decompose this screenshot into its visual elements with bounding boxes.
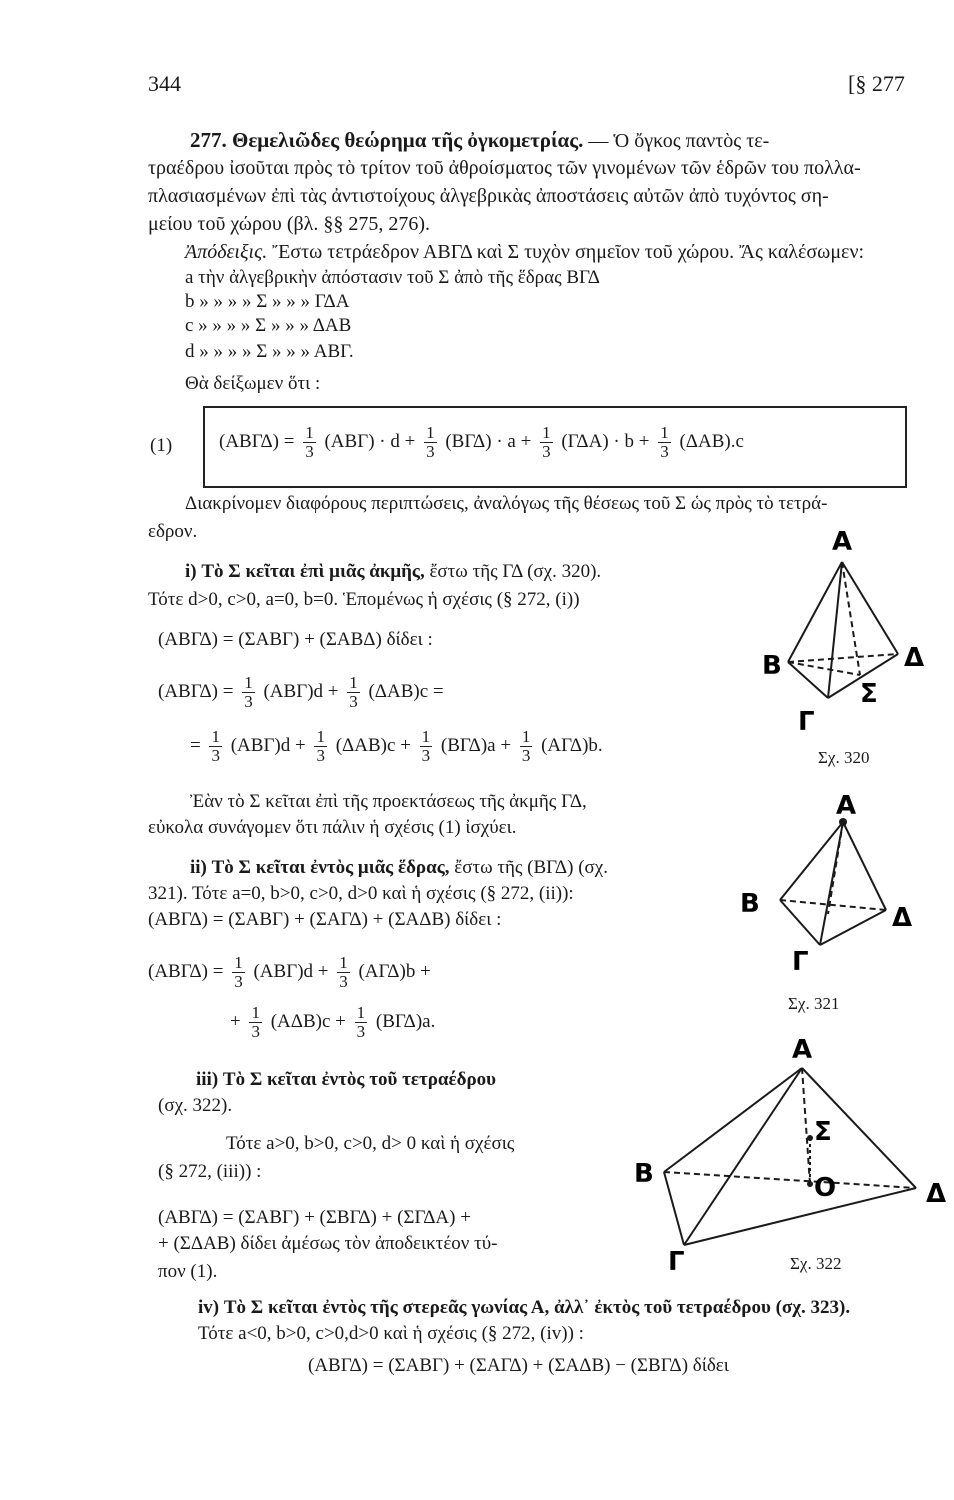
fraction-1 (303, 424, 316, 461)
fraction (314, 728, 327, 765)
fraction (249, 1004, 262, 1041)
label-G: Γ (798, 707, 815, 737)
formula-one (219, 424, 744, 461)
theorem-line-1: — Ὁ ὄγκος παντὸς τε- (583, 130, 770, 152)
label-B: Β (634, 1159, 654, 1189)
proof-intro (185, 240, 864, 264)
fraction (242, 674, 255, 711)
figure-322-caption: Σχ. 322 (790, 1254, 842, 1273)
numerator: 1 (542, 423, 551, 442)
denominator: 3 (251, 1022, 260, 1041)
formula-term-4: (ΔΑΒ).c (679, 430, 744, 452)
def-b: b » » » » Σ » » » ΓΔΑ (185, 291, 350, 312)
label-D: Δ (892, 903, 913, 933)
case1-title-tail: ἔστω τῆς ΓΔ (σχ. 320). (424, 561, 602, 582)
case3-line-4: (§ 272, (iii)) : (158, 1161, 262, 1182)
case4-line-2: Τότε a<0, b>0, c>0,d>0 καὶ ἡ σχέσις (§ 272, (iv)) : (198, 1323, 584, 1344)
denominator: 3 (234, 972, 243, 991)
segment-AS (828, 822, 843, 914)
edge-AG (684, 1068, 802, 1245)
figure-320 (740, 520, 950, 780)
case3-line-3: Τότε a>0, b>0, c>0, d> 0 καὶ ἡ σχέσις (226, 1133, 515, 1154)
case1-line-3: (ΑΒΓΔ) = (ΣΑΒΓ) + (ΣΑΒΔ) δίδει : (158, 629, 433, 650)
edge-AD (843, 822, 886, 910)
numerator: 1 (426, 423, 435, 442)
formula-number: (1) (150, 435, 173, 456)
denominator: 3 (349, 692, 358, 711)
denominator: 3 (421, 746, 431, 765)
eq-part: (ΑΒΓΔ) = (148, 960, 224, 982)
case1-line-2: Τότε d>0, c>0, a=0, b=0. Ἑπομένως ἡ σχέσις (§ 272, (i)) (148, 589, 580, 610)
fraction (337, 954, 350, 991)
fraction (355, 1004, 368, 1041)
formula-term-1: (ΑΒΓ) · d + (324, 430, 416, 452)
case1-title: i) Τὸ Σ κεῖται ἐπὶ μιᾶς ἀκμῆς, (185, 561, 425, 582)
case3-line-7: πον (1). (158, 1261, 218, 1282)
numerator: 1 (521, 727, 531, 746)
case2-line-3: (ΑΒΓΔ) = (ΣΑΒΓ) + (ΣΑΓΔ) + (ΣΑΔΒ) δίδει : (148, 909, 502, 930)
eq-part: (ΑΓΔ)b. (541, 734, 603, 756)
theorem-line-3: πλασιασμένων ἐπὶ τὰς ἀντιστοίχους ἀλγεβρικὰς ἀποστάσεις αὐτῶν ἀπὸ τυχόντος ση- (148, 185, 829, 207)
theorem-statement (190, 128, 769, 153)
numerator: 1 (349, 673, 358, 692)
edge-BG (664, 1172, 684, 1245)
page-number: 344 (148, 71, 181, 96)
numerator: 1 (211, 727, 220, 746)
case3-line-5: (ΑΒΓΔ) = (ΣΑΒΓ) + (ΣΒΓΔ) + (ΣΓΔΑ) + (158, 1207, 471, 1228)
label-S: Σ (860, 679, 878, 709)
denominator: 3 (244, 692, 253, 711)
edge-BG (780, 900, 820, 945)
numerator: 1 (316, 727, 325, 746)
label-B: Β (740, 889, 760, 919)
eq-part: (ΒΓΔ)a + (440, 734, 512, 756)
formula-term-3: (ΓΔΑ) · b + (561, 430, 650, 452)
edge-AB (780, 822, 843, 900)
denominator: 3 (542, 442, 551, 461)
case1-eq-2 (190, 728, 603, 765)
label-S: Σ (814, 1117, 832, 1147)
case2-eq-2 (230, 1004, 435, 1041)
label-G: Γ (792, 947, 809, 977)
case4-line-3: (ΑΒΓΔ) = (ΣΑΒΓ) + (ΣΑΓΔ) + (ΣΑΔΒ) − (ΣΒΓΔ) δίδει (308, 1355, 729, 1376)
case4-heading: iv) Τὸ Σ κεῖται ἐντὸς τῆς στερεᾶς γωνίας Α, ἀλλ᾽ ἐκτὸς τοῦ τετραέδρου (σχ. 323). (198, 1297, 851, 1318)
fraction (347, 674, 360, 711)
fraction (209, 728, 222, 765)
denominator: 3 (339, 972, 348, 991)
eq-part: (ΔΑΒ)c = (368, 680, 444, 702)
figure-322 (628, 1020, 954, 1270)
def-c: c » » » » Σ » » » ΔΑΒ (185, 315, 352, 336)
case2-eq-1 (148, 954, 431, 991)
case2-title-tail: ἔστω τῆς (ΒΓΔ) (σχ. (449, 857, 608, 878)
fraction-4 (658, 424, 671, 461)
label-A: Α (832, 527, 853, 557)
edge-AD (842, 562, 898, 654)
def-d: d » » » » Σ » » » ΑΒΓ. (185, 341, 354, 362)
denominator: 3 (521, 746, 531, 765)
label-O: O (814, 1173, 837, 1203)
denominator: 3 (426, 442, 435, 461)
edge-BD-hidden (780, 900, 886, 910)
segment-AO (802, 1068, 810, 1184)
edge-BD-hidden (664, 1172, 916, 1188)
edge-AG (820, 822, 843, 945)
label-D: Δ (926, 1179, 947, 1209)
numerator: 1 (244, 673, 253, 692)
distinguish-line-2: εδρον. (148, 521, 198, 542)
case3-heading: iii) Τὸ Σ κεῖται ἐντὸς τοῦ τετραέδρου (196, 1069, 496, 1090)
denominator: 3 (211, 746, 220, 765)
case1-heading (185, 560, 601, 584)
numerator: 1 (421, 727, 431, 746)
formula-box (203, 406, 907, 488)
distinguish-line-1: Διακρίνομεν διαφόρους περιπτώσεις, ἀναλόγως τῆς θέσεως τοῦ Σ ὡς πρὸς τὸ τετρά- (185, 493, 828, 514)
show-statement: Θὰ δείξωμεν ὅτι : (185, 373, 321, 394)
figure-321-caption: Σχ. 321 (788, 994, 840, 1013)
point-O-dot (807, 1181, 813, 1187)
edge-GD (684, 1188, 916, 1245)
case1-extension-1: Ἐὰν τὸ Σ κεῖται ἐπὶ τῆς προεκτάσεως τῆς ἀκμῆς ΓΔ, (190, 791, 587, 812)
eq-part: (ΑΓΔ)b + (358, 960, 431, 982)
fraction-2 (424, 424, 437, 461)
eq-part: (ΒΓΔ)a. (375, 1010, 436, 1032)
eq-part: (ΑΒΓ)d + (263, 680, 339, 702)
eq-part: (ΑΒΓ)d + (253, 960, 329, 982)
formula-term-2: (ΒΓΔ) · a + (445, 430, 532, 452)
def-a: a τὴν ἀλγεβρικὴν ἀπόστασιν τοῦ Σ ἀπὸ τῆς ἕδρας ΒΓΔ (185, 267, 601, 288)
case1-extension-2: εὐκολα συνάγομεν ὅτι πάλιν ἡ σχέσις (1) ἰσχύει. (148, 817, 517, 838)
formula-lhs: (ΑΒΓΔ) = (219, 430, 295, 452)
denominator: 3 (305, 442, 314, 461)
fraction (232, 954, 245, 991)
numerator: 1 (660, 423, 669, 442)
figure-320-caption: Σχ. 320 (818, 748, 870, 767)
case3-line-2: (σχ. 322). (158, 1095, 233, 1116)
label-A: Α (792, 1035, 813, 1065)
denominator: 3 (316, 746, 325, 765)
fraction-3 (540, 424, 553, 461)
edge-GD (820, 910, 886, 945)
label-B: Β (762, 651, 782, 681)
label-D: Δ (904, 643, 925, 673)
case2-heading (190, 856, 608, 880)
numerator: 1 (356, 1003, 366, 1022)
eq-part: (ΑΒΓ)d + (230, 734, 306, 756)
point-S-dot (807, 1135, 813, 1141)
eq-part: (ΑΔΒ)c + (270, 1010, 346, 1032)
numerator: 1 (305, 423, 314, 442)
numerator: 1 (234, 953, 243, 972)
case1-eq-1 (158, 674, 444, 711)
fraction (520, 728, 533, 765)
fraction (420, 728, 433, 765)
numerator: 1 (339, 953, 348, 972)
figure-321 (740, 790, 950, 1010)
case2-line-2: 321). Τότε a=0, b>0, c>0, d>0 καὶ ἡ σχέσις (§ 272, (ii)): (148, 883, 574, 904)
theorem-line-2: τραέδρου ἰσοῦται πρὸς τὸ τρίτον τοῦ ἀθροίσματος τῶν γινομένων τῶν ἑδρῶν του πολλα- (148, 157, 861, 179)
theorem-title: 277. Θεμελιῶδες θεώρημα τῆς ὀγκομετρίας. (190, 128, 584, 152)
proof-label: Ἀπόδειξις. (185, 241, 268, 263)
denominator: 3 (356, 1022, 366, 1041)
numerator: 1 (251, 1003, 260, 1022)
theorem-line-4: μείου τοῦ χώρου (βλ. §§ 275, 276). (148, 213, 431, 235)
label-G: Γ (668, 1247, 685, 1270)
case2-title: ii) Τὸ Σ κεῖται ἐντὸς μιᾶς ἕδρας, (190, 857, 450, 878)
edge-AB (664, 1068, 802, 1172)
denominator: 3 (660, 442, 669, 461)
label-A: Α (836, 791, 857, 821)
eq-part: = (190, 734, 201, 756)
case3-line-6: + (ΣΔΑΒ) δίδει ἀμέσως τὸν ἀποδεικτέον τύ- (158, 1233, 498, 1254)
eq-part: (ΑΒΓΔ) = (158, 680, 234, 702)
proof-intro-text: Ἔστω τετράεδρον ΑΒΓΔ καὶ Σ τυχὸν σημεῖον τοῦ χώρου. Ἄς καλέσωμεν: (272, 241, 865, 263)
edge-BD-hidden (788, 654, 898, 662)
eq-part: (ΔΑΒ)c + (335, 734, 411, 756)
eq-part: + (230, 1010, 241, 1032)
section-reference: [§ 277 (848, 71, 905, 96)
